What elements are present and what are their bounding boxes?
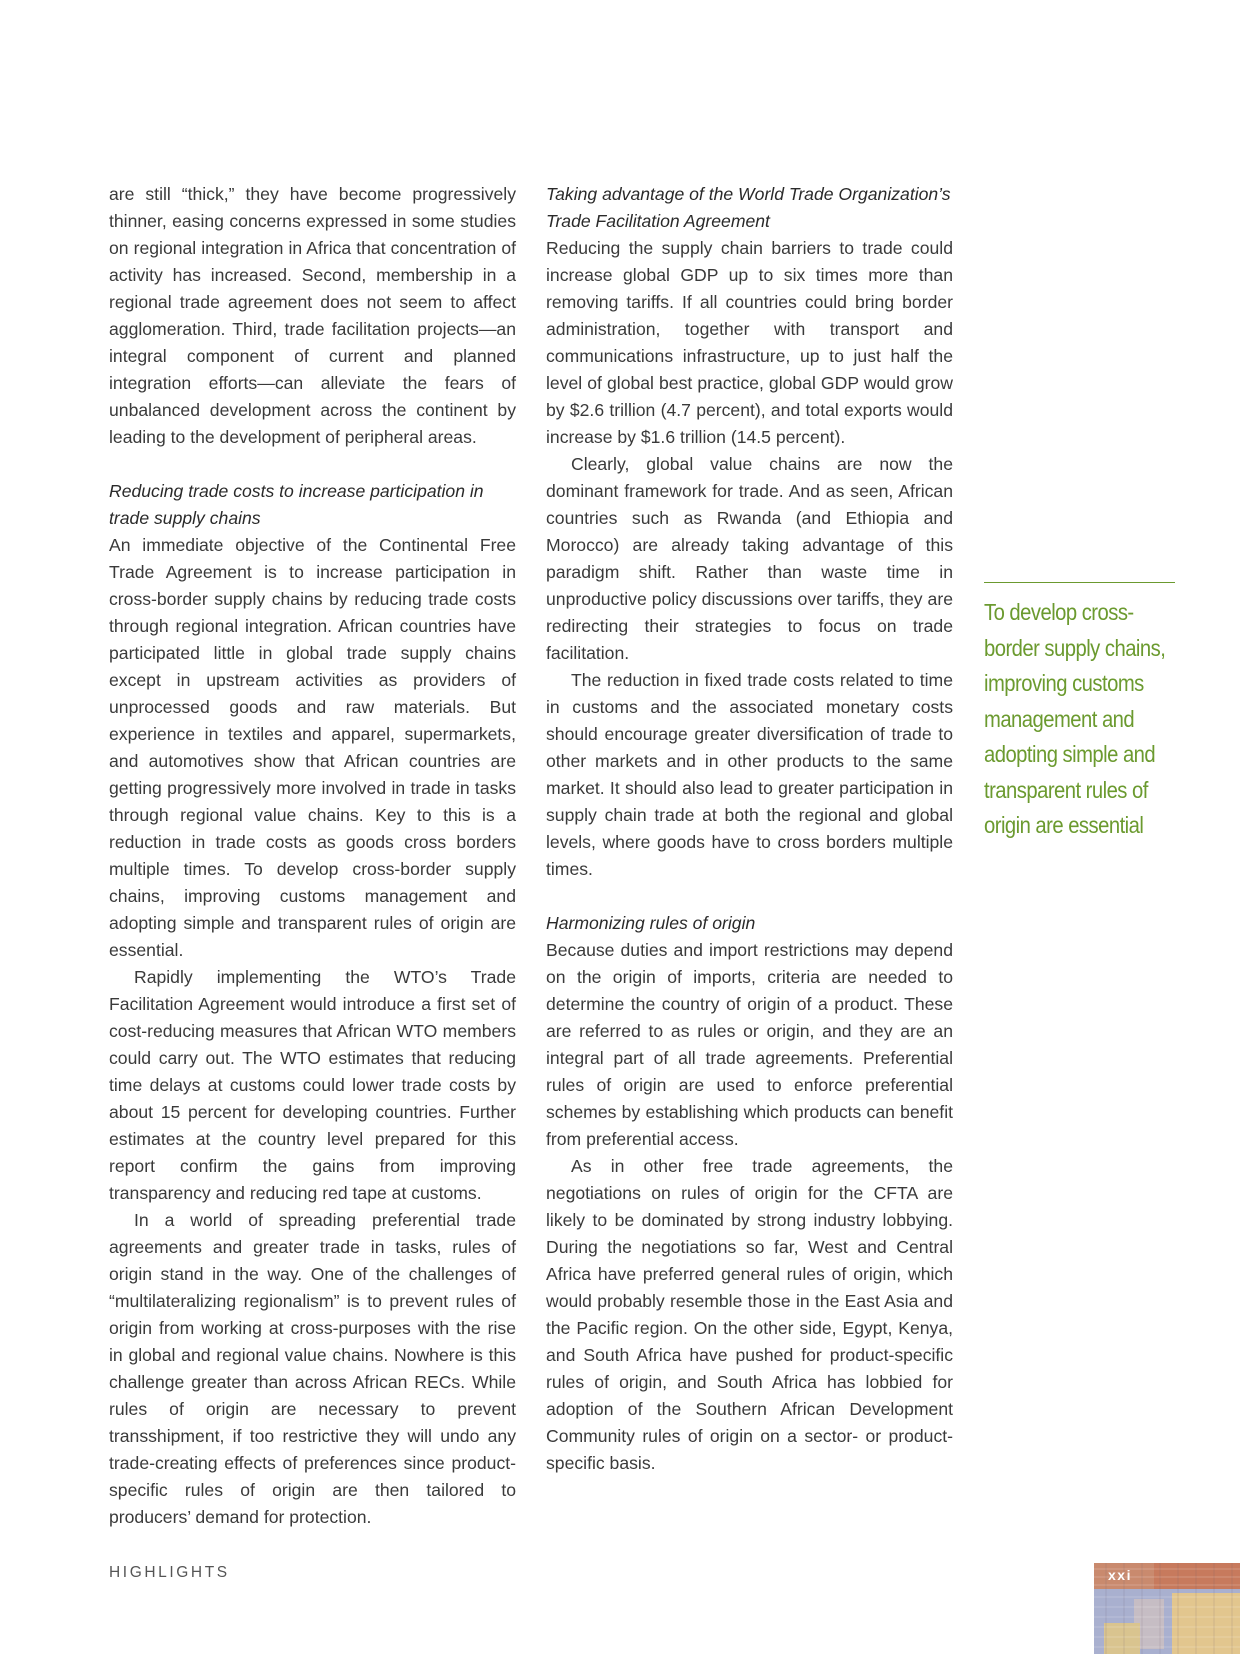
left-paragraph-3: Rapidly implementing the WTO’s Trade Facilitation Agreement would introduce a first set of cost-reducing measures that African WTO members could carry out. The WTO estimates that reducing time delays at customs could lower trade costs by about 15 percent for developing countries. Further estimates at the country level prepared for this report confirm the gains from improving transparency and reducing red tape at customs. bbox=[109, 967, 516, 1203]
middle-paragraph-3: The reduction in fixed trade costs related to time in customs and the associated monetary costs should encourage greater diversification of trade to other markets and in other products to the same market. It should also lead to greater participation in supply chain trade at both the regional and global levels, where goods have to cross borders multiple times. bbox=[546, 670, 953, 879]
heading-wto-trade-facilitation: Taking advantage of the World Trade Organization’s Trade Facilitation Agreement bbox=[546, 184, 951, 231]
middle-paragraph-4: Because duties and import restrictions may depend on the origin of imports, criteria are needed to determine the country of origin of a product. These are referred to as rules or origin, and they are an integral part of all trade agreements. Preferential rules of origin are used to enforce preferential schemes by establishing which products can benefit from preferential access. bbox=[546, 940, 953, 1149]
middle-paragraph-1: Reducing the supply chain barriers to trade could increase global GDP up to six times more than removing tariffs. If all countries could bring border administration, together with transport and communications infrastructure, up to just half the level of global best practice, global GDP would grow by $2.6 trillion (4.7 percent), and total exports would increase by $1.6 trillion (14.5 percent). bbox=[546, 238, 953, 447]
heading-harmonizing-rules: Harmonizing rules of origin bbox=[546, 913, 756, 933]
page-number: xxi bbox=[1108, 1567, 1132, 1583]
pull-quote bbox=[984, 582, 1175, 844]
middle-column bbox=[546, 181, 953, 1477]
left-column bbox=[109, 181, 516, 1531]
page-number-tab bbox=[1094, 1563, 1240, 1654]
middle-paragraph-2: Clearly, global value chains are now the dominant framework for trade. And as seen, African countries such as Rwanda (and Ethiopia and Morocco) are already taking advantage of this paradigm shift. Rather than waste time in unproductive policy discussions over tariffs, they are redirecting their strategies to focus on trade facilitation. bbox=[546, 454, 953, 663]
middle-paragraph-5: As in other free trade agreements, the negotiations on rules of origin for the CFTA are likely to be dominated by strong industry lobbying. During the negotiations so far, West and Central Africa have preferred general rules of origin, which would probably resemble those in the East Asia and the Pacific region. On the other side, Egypt, Kenya, and South Africa have pushed for product-specific rules of origin, and South Africa has lobbied for adoption of the Southern African Development Community rules of origin on a sector- or product-specific basis. bbox=[546, 1156, 953, 1473]
left-paragraph-2: An immediate objective of the Continental Free Trade Agreement is to increase participation in cross-border supply chains by reducing trade costs through regional integration. African countries have participated little in global trade supply chains except in upstream activities as providers of unprocessed goods and raw materials. But experience in textiles and apparel, supermarkets, and automotives show that African countries are getting progressively more involved in trade in tasks through regional value chains. Key to this is a reduction in trade costs as goods cross borders multiple times. To develop cross-border supply chains, improving customs management and adopting simple and transparent rules of origin are essential. bbox=[109, 535, 516, 960]
left-paragraph-4: In a world of spreading preferential trade agreements and greater trade in tasks, rules of origin stand in the way. One of the challenges of “multilateralizing regionalism” is to prevent rules of origin from working at cross-purposes with the rise in global and regional value chains. Nowhere is this challenge greater than across African RECs. While rules of origin are necessary to prevent transshipment, if too restrictive they will undo any trade-creating effects of preferences since product-specific rules of origin are then tailored to producers’ demand for protection. bbox=[109, 1210, 516, 1527]
paragraph-gap bbox=[109, 451, 516, 478]
section-label: HIGHLIGHTS bbox=[109, 1564, 230, 1581]
pull-quote-text: To develop cross-border supply chains, improving customs management and adopting simple and transparent rules of origin are essential bbox=[984, 599, 1166, 838]
heading-reducing-trade-costs: Reducing trade costs to increase participation in trade supply chains bbox=[109, 481, 484, 528]
paragraph-gap bbox=[546, 883, 953, 910]
left-paragraph-1: are still “thick,” they have become progressively thinner, easing concerns expressed in some studies on regional integration in Africa that concentration of activity has increased. Second, membership in a regional trade agreement does not seem to affect agglomeration. Third, trade facilitation projects—an integral component of current and planned integration efforts—can alleviate the fears of unbalanced development across the continent by leading to the development of peripheral areas. bbox=[109, 184, 516, 447]
